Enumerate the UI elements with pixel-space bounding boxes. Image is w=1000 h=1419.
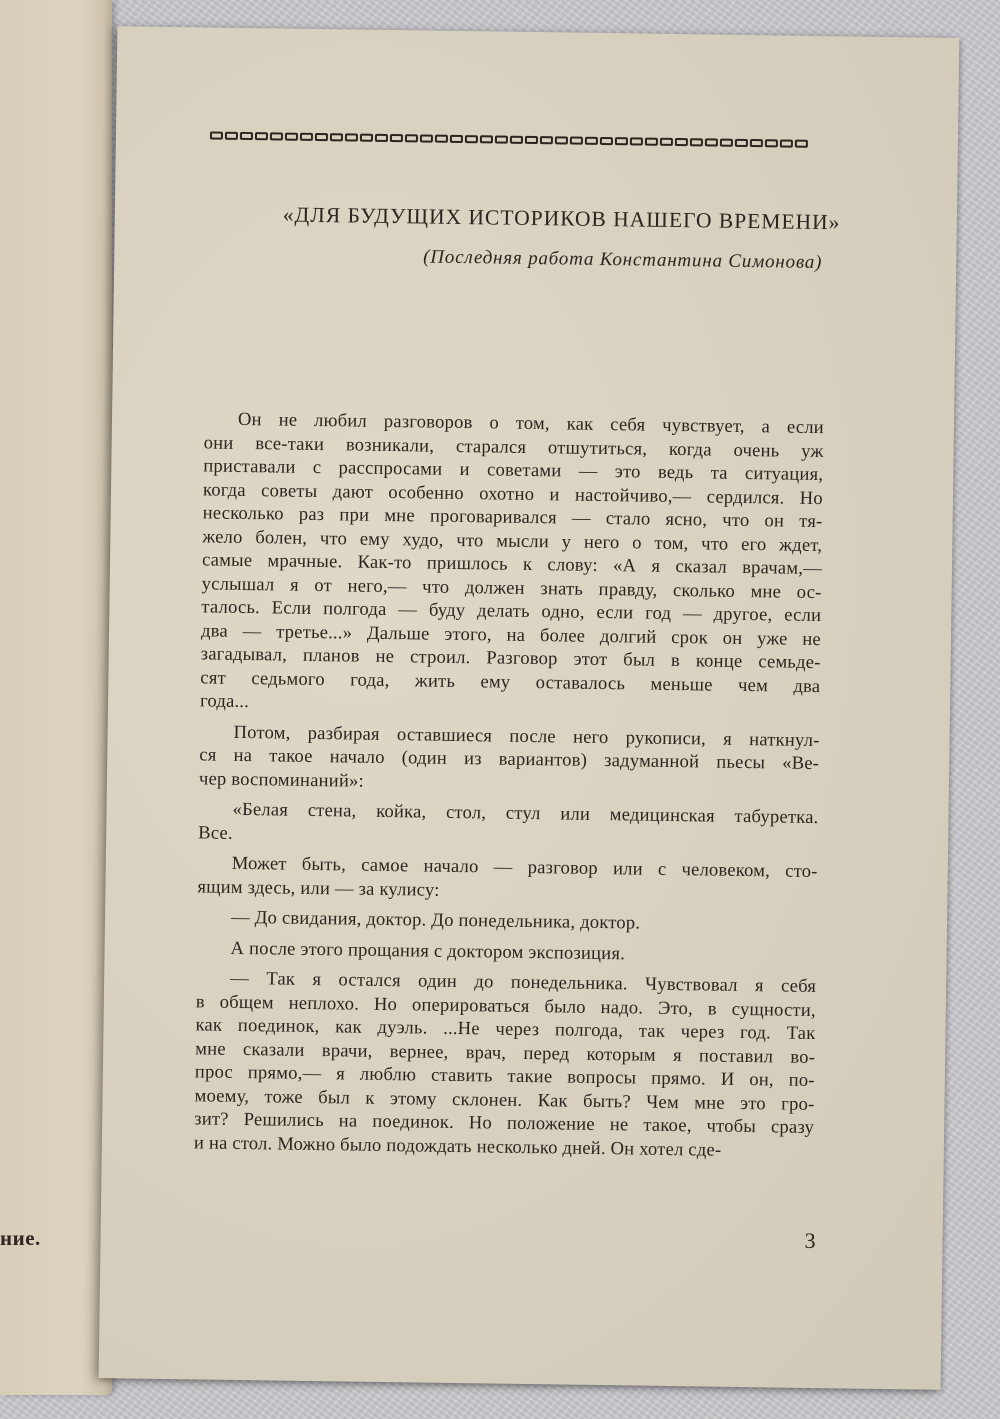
ornament-link bbox=[360, 134, 373, 142]
text-line: сят седьмого года, жить ему оставалось меньше чем два bbox=[200, 666, 821, 697]
ornament-link bbox=[585, 137, 598, 145]
text-line: Потом, разбирая оставшиеся после него рукописи, я наткнул- bbox=[233, 721, 820, 751]
ornament-link bbox=[495, 135, 508, 143]
ornament-link bbox=[240, 132, 253, 140]
text-line: зит? Решились на поединок. Но положение не такое, чтобы сразу bbox=[194, 1108, 815, 1139]
text-line: как поединок, как дуэль. ...Не через полгода, так через год. Так bbox=[195, 1014, 816, 1045]
ornament-link bbox=[600, 137, 613, 145]
ornament-link bbox=[570, 137, 583, 145]
ornament-link bbox=[690, 138, 703, 146]
ornament-link bbox=[630, 137, 643, 145]
ornamental-border bbox=[210, 129, 816, 151]
text-line: несколько раз при мне проговаривался — стало ясно, что он тя- bbox=[202, 502, 823, 533]
text-line: услышал я от него,— что должен знать правду, сколько мне ос- bbox=[201, 572, 822, 603]
ornament-link bbox=[615, 137, 628, 145]
text-line: загадывал, планов не строил. Разговор этот был в конце семьде- bbox=[200, 643, 821, 674]
ornament-link bbox=[720, 139, 733, 147]
ornament-link bbox=[555, 136, 568, 144]
ornament-link bbox=[465, 135, 478, 143]
ornament-link bbox=[435, 135, 448, 143]
paragraph bbox=[200, 407, 824, 721]
ornament-link bbox=[705, 138, 718, 146]
ornament-link bbox=[300, 133, 313, 141]
text-line: Может быть, самое начало — разговор или с человеком, сто- bbox=[231, 852, 818, 883]
text-line: Он не любил разговоров о том, как себя чувствует, а если bbox=[237, 408, 825, 439]
text-line: года... bbox=[199, 690, 250, 713]
text-line: в общем неплохо. Но оперироваться было надо. Это, в сущности, bbox=[195, 990, 816, 1021]
ornament-link bbox=[510, 136, 523, 144]
text-line: чер воспоминаний»: bbox=[198, 767, 365, 792]
ornament-link bbox=[420, 134, 433, 142]
text-line: и на стол. Можно было подождать несколько дней. Он хотел сде- bbox=[193, 1131, 722, 1161]
text-line: Все. bbox=[198, 821, 233, 844]
left-page bbox=[0, 0, 112, 1395]
text-line: жело болен, что ему худо, что мысли у него о том, что его ждет, bbox=[202, 525, 823, 556]
ornament-link bbox=[255, 132, 268, 140]
ornament-link bbox=[315, 133, 328, 141]
text-line: «Белая стена, койка, стол, стул или медицинская табуретка. bbox=[232, 798, 819, 829]
paragraph bbox=[197, 851, 818, 907]
paragraph bbox=[194, 966, 817, 1163]
text-line: когда советы дают особенно охотно и настойчиво,— сердился. Но bbox=[202, 478, 824, 509]
text-line: самые мрачные. Как-то пришлось к слову: «А я сказал врачам,— bbox=[201, 549, 823, 580]
ornament-link bbox=[645, 138, 658, 146]
text-line: — Так я остался один до понедельника. Чувствовал я себя bbox=[230, 967, 817, 998]
ornament-link bbox=[375, 134, 388, 142]
book-page bbox=[99, 26, 960, 1390]
paragraph bbox=[199, 720, 820, 799]
ornament-link bbox=[750, 139, 763, 147]
ornament-link bbox=[285, 133, 298, 141]
text-line: талось. Если полгода — буду делать одно, если год — другое, если bbox=[201, 596, 822, 627]
body-text bbox=[194, 407, 824, 1163]
ornament-link bbox=[735, 139, 748, 147]
chapter-title: «ДЛЯ БУДУЩИХ ИСТОРИКОВ НАШЕГО ВРЕМЕНИ» bbox=[282, 202, 841, 235]
text-line: ся на такое начало (один из вариантов) задуманной пьесы «Ве- bbox=[199, 744, 820, 775]
text-line: два — третье...» Дальше этого, на более долгий срок он уже не bbox=[200, 619, 822, 650]
ornament-link bbox=[345, 133, 358, 141]
left-page-text-fragment: ние. bbox=[0, 1226, 41, 1250]
ornament-link bbox=[450, 135, 463, 143]
text-line: ящим здесь, или — за кулису: bbox=[197, 875, 440, 901]
page-number: 3 bbox=[804, 1227, 816, 1254]
ornament-link bbox=[660, 138, 673, 146]
ornament-link bbox=[795, 140, 808, 148]
ornament-link bbox=[405, 134, 418, 142]
chapter-subtitle: (Последняя работа Константина Симонова) bbox=[423, 246, 823, 274]
ornament-link bbox=[480, 135, 493, 143]
ornament-link bbox=[210, 131, 223, 139]
paragraph bbox=[198, 797, 819, 853]
ornament-link bbox=[525, 136, 538, 144]
text-line: — До свидания, доктор. До понедельника, доктор. bbox=[230, 906, 641, 934]
ornament-link bbox=[270, 132, 283, 140]
ornament-link bbox=[765, 139, 778, 147]
ornament-link bbox=[675, 138, 688, 146]
text-line: прос прямо,— я люблю ставить такие вопросы прямо. И он, по- bbox=[194, 1061, 815, 1092]
ornament-link bbox=[540, 136, 553, 144]
text-line: А после этого прощания с доктором экспозиция. bbox=[230, 937, 626, 964]
text-line: мне сказали врачи, вернее, врач, перед которым я поставил во- bbox=[195, 1037, 816, 1068]
text-line: они все-таки возникали, старался отшутиться, когда очень уж bbox=[203, 431, 824, 462]
text-line: приставали с расспросами и советами — это ведь та ситуация, bbox=[203, 455, 824, 486]
ornament-link bbox=[780, 139, 793, 147]
ornament-link bbox=[390, 134, 403, 142]
ornament-link bbox=[330, 133, 343, 141]
ornament-link bbox=[225, 132, 238, 140]
text-line: моему, тоже был к этому склонен. Как быть? Чем мне это гро- bbox=[194, 1084, 815, 1115]
